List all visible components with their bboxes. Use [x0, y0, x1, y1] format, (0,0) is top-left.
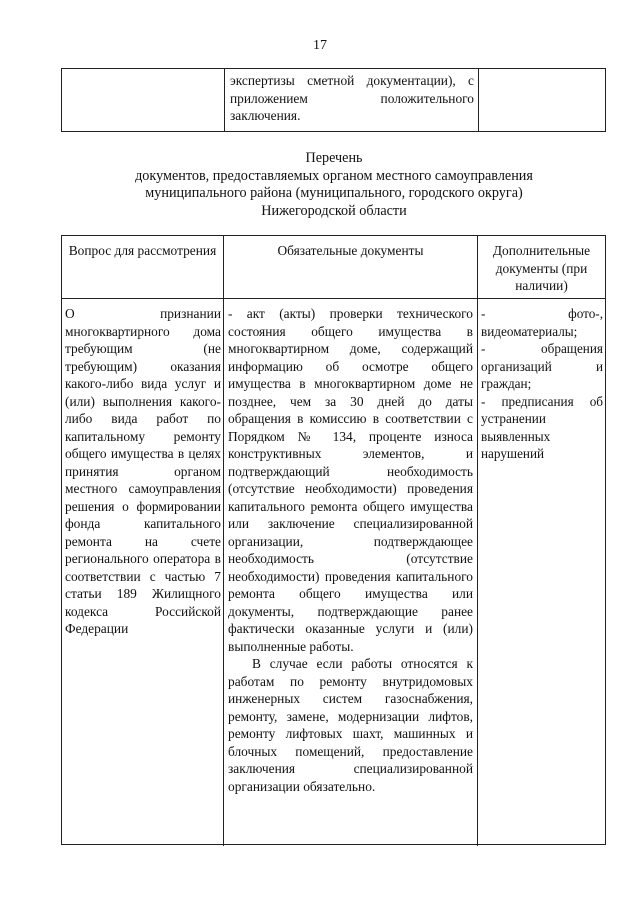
cell-required-documents [224, 299, 478, 846]
header-required-documents: Обязательные документы [224, 236, 478, 298]
table-header-row [62, 236, 605, 299]
question-text: О признании многоквартирного дома требующим (не требующим) оказания какого-либо вида услуг и (или) выполнения какого-либо вида работ по капитальному ремонту общего имущества в целях принятия органом местного самоуправления решения о формировании фонда капитального ремонта на счете регионального оператора в соответствии с частью 7 статьи 189 Жилищного кодекса Российской Федерации [65, 306, 221, 636]
list-title [60, 150, 608, 220]
additional-item: - предписания об устранении выявленных нарушений [481, 393, 603, 461]
required-paragraph-1: - акт (акты) проверки технического состояния общего имущества в многоквартирном доме, содержащий информацию об осмотре общего имущества в многоквартирном доме не позднее, чем за 30 дней до даты обращения в комиссию в соответствии с Порядком № 134, проценте износа конструктивных элементов, и подтверждающий необходимость (отсутствие необходимости) проведения капитального ремонта общего имущества или заключение специализированной организации, подтверждающее необходимость (отсутствие необходимости) проведения капитального ремонта общего имущества или документы, подтверждающие ранее фактически оказанные услуги и (или) выполненные работы. [228, 306, 473, 654]
header-question: Вопрос для рассмотрения [62, 236, 224, 298]
additional-item: - фото-, видеоматериалы; [481, 306, 603, 339]
documents-table [61, 235, 606, 845]
list-title-line: Нижегородской области [261, 202, 407, 219]
table-row [62, 299, 605, 846]
list-title-line: документов, предоставляемых органом местного самоуправления [135, 167, 533, 184]
header-additional-documents: Дополнительные документы (при наличии) [492, 243, 591, 293]
list-title-line: Перечень [305, 150, 363, 166]
list-title-line: муниципального района (муниципального, городского округа) [145, 185, 523, 201]
required-paragraph-2: В случае если работы относятся к работам по ремонту внутридомовых инженерных систем газоснабжения, ремонту, замене, модернизации лифтов, ремонту лифтовых шахт, машинных и блочных помещений, предоставление заключения специализированной организации обязательно. [228, 656, 473, 794]
continuation-cell-question [62, 69, 225, 131]
cell-question [62, 299, 224, 846]
continuation-cell-additional [479, 69, 605, 131]
page-number: 17 [313, 38, 327, 53]
additional-item: - обращения организаций и граждан; [481, 341, 603, 391]
continuation-table [61, 68, 606, 132]
continuation-cell-documents: экспертизы сметной документации), с приложением положительного заключения. [225, 69, 479, 131]
cell-additional-documents [478, 299, 605, 846]
